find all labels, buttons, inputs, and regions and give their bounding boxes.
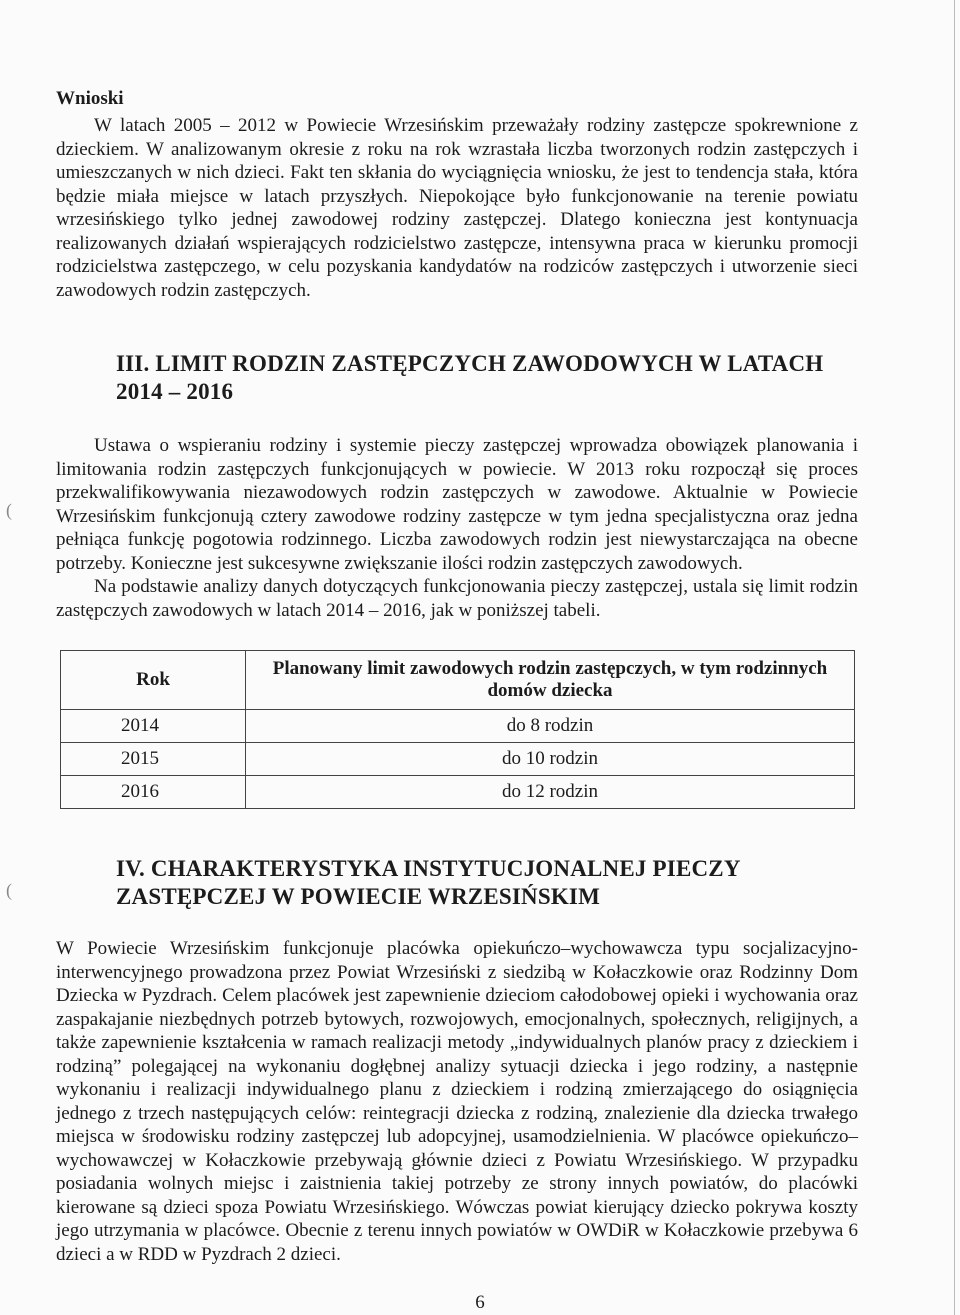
limit-table: [60, 650, 855, 809]
table-row: [61, 743, 855, 776]
conclusions-section: [56, 88, 858, 302]
section-iii-title: [116, 350, 858, 406]
scan-edge-line: [954, 0, 955, 1315]
section-iii-paragraph-2: Na podstawie analizy danych dotyczących funkcjonowania pieczy zastępczej, ustala się limit rodzin zastępczych zawodowych w latach 2014 – 2016, jak w poniższej tabeli.: [56, 576, 858, 621]
table-header-limit: Planowany limit zawodowych rodzin zastępczych, w tym rodzinnych domów dziecka: [246, 651, 855, 710]
section-iii: [56, 350, 858, 809]
margin-scan-mark: (: [6, 880, 12, 900]
section-iv-title: [116, 855, 858, 911]
table-row: [61, 776, 855, 809]
table-cell-limit: do 10 rodzin: [246, 743, 855, 776]
document-page: [56, 88, 858, 1266]
section-iv-paragraph: W Powiecie Wrzesińskim funkcjonuje placówka opiekuńczo–wychowawcza typu socjalizacyjno-interwencyjnego prowadzona przez Powiat Wrzesiński z siedzibą w Kołaczkowie oraz Rodzinny Dom Dziecka w Pyzdrach. Celem placówek jest zapewnienie dzieciom całodobowej opieki i wychowania oraz zaspakajanie niezbędnych potrzeb bytowych, rozwojowych, emocjonalnych, społecznych, religijnych, a także zapewnienie kształcenia w ramach realizacji metody „indywidualnych planów pracy z dzieckiem i rodziną” polegającej na wykonaniu dogłębnej analizy sytuacji dziecka i jego rodziny, a następnie wykonaniu i realizacji indywidualnego planu z dzieckiem i rodziną zmierzającego do osiągnięcia jednego z trzech następujących celów: reintegracji dziecka z rodziną, znalezienie dla dziecka trwałego miejsca w środowisku rodziny zastępczej lub adopcyjnej, usamodzielnienia. W placówce opiekuńczo–wychowawczej w Kołaczkowie przebywają głównie dzieci z Powiatu Wrzesińskiego. W przypadku posiadania wolnych miejsc i zaistnienia takiej potrzeby ze strony innych powiatów, do placówki kierowane są dzieci spoza Powiatu Wrzesińskiego. Wówczas powiat kierujący dziecko pokrywa koszty jego utrzymania w placówce. Obecnie z terenu innych powiatów w OWDiR w Kołaczkowie przebywa 6 dzieci a w RDD w Pyzdrach 2 dzieci.: [56, 938, 858, 1265]
table-cell-limit: do 12 rodzin: [246, 776, 855, 809]
conclusions-heading: Wnioski: [56, 88, 124, 109]
table-header-row: [61, 651, 855, 710]
margin-scan-mark: (: [6, 500, 12, 520]
table-cell-year: 2015: [61, 743, 246, 776]
section-iv: [56, 855, 858, 1266]
section-iii-title-line1: III. LIMIT RODZIN ZASTĘPCZYCH ZAWODOWYCH W LATACH: [116, 351, 824, 376]
section-iii-paragraph-1: Ustawa o wspieraniu rodziny i systemie pieczy zastępczej wprowadza obowiązek planowania i limitowania rodzin zastępczych funkcjonujących w powiecie. W 2013 roku rozpoczął się proces przekwalifikowywania niezawodowych rodzin zastępczych w zawodowe. Aktualnie w Powiecie Wrzesińskim funkcjonują cztery zawodowe rodziny zastępcze w tym jedna specjalistyczna oraz jedna pełniąca funkcję pogotowia rodzinnego. Liczba zawodowych rodzin jest niewystarczająca na obecne potrzeby. Konieczne jest sukcesywne zwiększanie ilości rodzin zastępczych zawodowych.: [56, 435, 858, 574]
table-header-year: Rok: [61, 651, 246, 710]
section-iii-title-line2: 2014 – 2016: [116, 379, 234, 404]
table-cell-year: 2016: [61, 776, 246, 809]
table-row: [61, 710, 855, 743]
table-cell-year: 2014: [61, 710, 246, 743]
table-cell-limit: do 8 rodzin: [246, 710, 855, 743]
conclusions-paragraph: W latach 2005 – 2012 w Powiecie Wrzesińskim przeważały rodziny zastępcze spokrewnione z dzieckiem. W analizowanym okresie z roku na rok wzrastała liczba tworzonych rodzin zastępczych i umieszczanych w nich dzieci. Fakt ten skłania do wyciągnięcia wniosku, że jest to tendencja stała, która będzie miała miejsce w latach przyszłych. Niepokojące było funkcjonowanie na terenie powiatu wrzesińskiego tylko jednej zawodowej rodziny zastępczej. Dlatego konieczna jest kontynuacja realizowanych działań wspierających rodzicielstwo zastępcze, intensywna praca w kierunku promocji rodzicielstwa zastępczego, w celu pozyskania kandydatów na rodziców zastępczych i utworzenie sieci zawodowych rodzin zastępczych.: [56, 115, 858, 301]
section-iv-title-line1: IV. CHARAKTERYSTYKA INSTYTUCJONALNEJ PIECZY: [116, 856, 741, 881]
section-iv-title-line2: ZASTĘPCZEJ W POWIECIE WRZESIŃSKIM: [116, 884, 600, 909]
page-number: 6: [475, 1292, 485, 1313]
